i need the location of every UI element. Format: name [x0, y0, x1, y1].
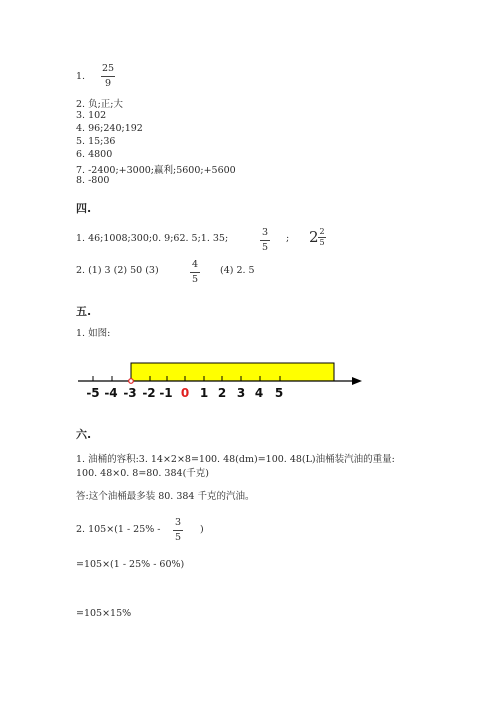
- number-line-label: 1: [199, 386, 209, 400]
- section-6-step-2: =105×15%: [76, 608, 132, 619]
- number-line-label: 4: [254, 386, 264, 400]
- answer-1-label: 1.: [76, 71, 86, 82]
- answer-line-8: 8. -800: [76, 175, 110, 186]
- section-6-answer: 答:这个油桶最多装 80. 384 千克的汽油。: [76, 491, 255, 502]
- section-6-line-1: 1. 油桶的容积:3. 14×2×8=100. 48(dm)=100. 48(L)油桶装汽油的重量:: [76, 454, 395, 465]
- number-line-label: 2: [217, 386, 227, 400]
- fraction-numerator: 2: [319, 227, 325, 236]
- number-line-label: -5: [86, 386, 100, 400]
- fraction-denominator: 5: [319, 238, 325, 247]
- number-line-label: -2: [142, 386, 156, 400]
- number-line-label: -3: [123, 386, 137, 400]
- fraction-bar: [173, 530, 183, 531]
- section-4-item-1: 1. 46;1008;300;0. 9;62. 5;1. 35;: [76, 233, 229, 244]
- number-line-label: 3: [236, 386, 246, 400]
- answer-line-2: 2. 负;正;大: [76, 99, 123, 110]
- fraction-numerator: 3: [261, 227, 269, 238]
- fraction-denominator: 5: [174, 531, 182, 543]
- number-line-label: 5: [274, 386, 284, 400]
- number-line-highlight: [131, 363, 334, 381]
- section-6-item-2-fraction: [173, 518, 183, 542]
- section-4-separator: ;: [286, 233, 290, 244]
- section-6-item-2-prefix: 2. 105×(1 - 25% -: [76, 524, 161, 535]
- section-5-item-1: 1. 如图:: [76, 328, 111, 339]
- answer-line-4: 4. 96;240;192: [76, 123, 143, 134]
- section-6-step-1: =105×(1 - 25% - 60%): [76, 559, 185, 570]
- fraction-denominator: 5: [261, 241, 269, 253]
- fraction-denominator: 9: [104, 77, 112, 89]
- fraction-numerator: 25: [101, 63, 115, 74]
- fraction-numerator: 4: [191, 259, 199, 270]
- number-line-labels: [86, 386, 283, 400]
- answer-line-6: 6. 4800: [76, 149, 113, 160]
- start-point-marker: [129, 379, 134, 384]
- fraction-numerator: 3: [174, 517, 182, 528]
- answer-line-7: 7. -2400;+3000;赢利;5600;+5600: [76, 165, 236, 176]
- section-4-heading: 四.: [76, 202, 92, 215]
- section-4-item-2-prefix: 2. (1) 3 (2) 50 (3): [76, 265, 159, 276]
- section-6-line-2: 100. 48×0. 8=80. 384(千克): [76, 468, 209, 479]
- section-6-heading: 六.: [76, 428, 92, 441]
- section-6-item-2-suffix: ): [200, 524, 204, 535]
- answer-line-3: 3. 102: [76, 110, 107, 121]
- fraction-denominator: 5: [191, 273, 199, 285]
- number-line-arrow: [352, 377, 362, 385]
- section-5-heading: 五.: [76, 305, 92, 318]
- answer-line-5: 5. 15;36: [76, 136, 116, 147]
- number-line-label: -4: [104, 386, 118, 400]
- number-line-label: -1: [159, 386, 173, 400]
- section-4-item-2-suffix: (4) 2. 5: [220, 265, 255, 276]
- mixed-number-whole: 2: [309, 228, 319, 246]
- number-line-label: 0: [180, 386, 190, 400]
